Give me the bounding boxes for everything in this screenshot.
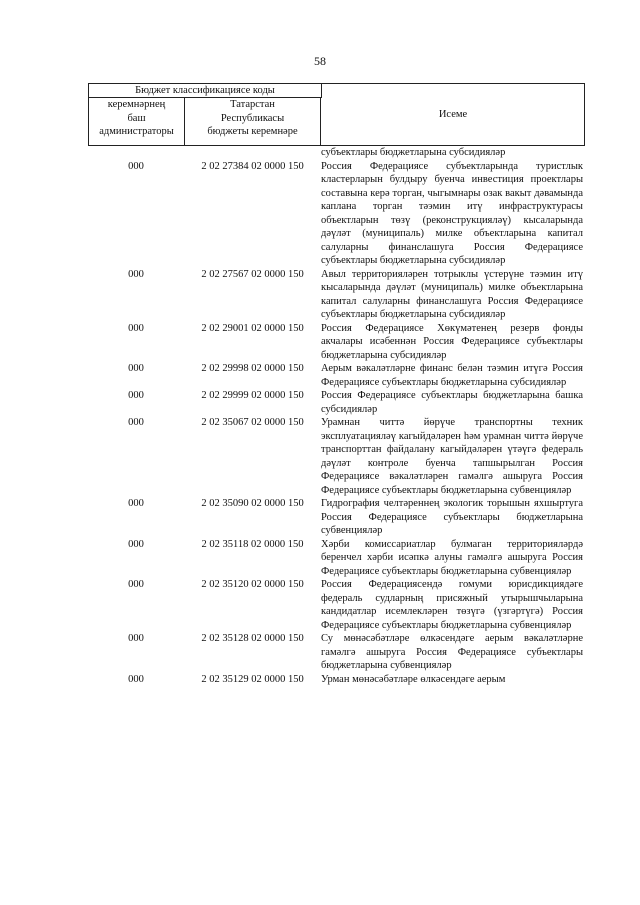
header-admin-line: баш <box>127 112 146 124</box>
cell-code: 2 02 35120 02 0000 150 <box>201 579 304 590</box>
header-code-line: Республикасы <box>220 112 285 124</box>
cell-code: 2 02 35090 02 0000 150 <box>201 498 304 509</box>
header-group-label: Бюджет классификациясе коды <box>89 84 322 98</box>
header-name: Исеме <box>438 108 468 120</box>
cell-admin: 000 <box>128 268 144 280</box>
table-header <box>88 83 585 146</box>
cell-admin: 000 <box>128 363 144 374</box>
cell-code <box>184 146 321 160</box>
cell-name: Хәрби комиссариатлар булмаган территорияләрдә беренчел хәрби исәпкә алуны гамәлгә ашыруга Россия Федерациясе субъектлары бюджетларына субвенцияләр <box>321 538 583 577</box>
cell-name: Урман мөнәсәбәтләре өлкәсендәге аерым <box>321 673 506 685</box>
cell-admin: 000 <box>128 579 144 590</box>
table-row <box>88 322 585 363</box>
cell-admin: 000 <box>128 390 144 401</box>
header-code-line: Татарстан <box>230 99 275 110</box>
header-admin <box>89 98 185 145</box>
budget-classification-table <box>88 83 585 686</box>
cell-name: Россия Федерациясе субъектларында туристлык кластерларын булдыру буенча инвестиция проектлары составына керә торган, чыгымнары озак вакыт дәвамында каплана торган тәэмин итү инфраструктурасы объектларын төзү (реконструкцияләү) кысаларында дәүләт (муниципаль) милке объектларына капитал салуларны финанслашуга Россия Федерациясе субъектлары бюджетларына субсидияләр <box>321 160 583 266</box>
header-admin-line: администраторы <box>99 126 174 137</box>
cell-admin <box>88 146 184 160</box>
cell-code: 2 02 27567 02 0000 150 <box>201 268 304 280</box>
table-row <box>88 268 585 322</box>
cell-name: Су мөнәсәбәтләре өлкәсендәге аерым вәкаләтләрне гамәлгә ашыруга Россия Федерациясе субъектлары бюджетларына субвенцияләр <box>321 633 583 671</box>
cell-name: субъектлары бюджетларына субсидияләр <box>321 147 506 158</box>
table-row <box>88 160 585 268</box>
cell-name: Россия Федерациясе субъектлары бюджетларына башка субсидияләр <box>321 390 583 415</box>
cell-code: 2 02 35129 02 0000 150 <box>201 673 304 685</box>
cell-name: Авыл территорияләрен тотрыклы үстерүне тәэмин итү кысаларында дәүләт (муниципаль) милке объектларына капитал салуларны финанслашуга Россия Федерациясе субъектлары бюджетларына субсидияләр <box>321 268 583 320</box>
cell-name: Россия Федерациясендә гомуми юрисдикциядәге федераль судларның присяжный утырышчыларына кандидатлар исемлекләрен төзүгә (үзгәртүгә) Россия Федерациясе субъектлары бюджетларына субвенцияләр <box>321 579 583 631</box>
table-row-continuation <box>88 146 585 160</box>
table-row <box>88 632 585 673</box>
cell-name: Россия Федерациясе Хөкүмәтенең резерв фонды акчалары исәбеннән Россия Федерациясе субъектлары бюджетларына субсидияләр <box>321 322 583 361</box>
cell-name: Гидрография челтәреннең экологик торышын яхшыртуга Россия Федерациясе субъектлары бюджетларына субвенцияләр <box>321 498 583 536</box>
cell-code: 2 02 29999 02 0000 150 <box>201 390 304 401</box>
table-row <box>88 578 585 632</box>
cell-admin: 000 <box>128 160 144 172</box>
table-row <box>88 538 585 579</box>
header-code <box>185 98 321 145</box>
cell-code: 2 02 27384 02 0000 150 <box>201 160 304 172</box>
cell-code: 2 02 35118 02 0000 150 <box>201 538 304 550</box>
table-row <box>88 389 585 416</box>
cell-admin: 000 <box>128 498 144 509</box>
cell-code: 2 02 29998 02 0000 150 <box>201 363 304 374</box>
cell-admin: 000 <box>128 417 144 428</box>
cell-code: 2 02 35067 02 0000 150 <box>201 417 304 428</box>
cell-name: Урамнан читтә йөрүче транспортны техник эксплуатацияләү кагыйдәләрен һәм урамнан читтә йөрүче транспорттан файдалану кагыйдәләрен үтәүгә федераль дәүләт контроле буенча тапшырылган Россия Федерациясе вәкаләтләрен гамәлгә ашыруга Россия Федерациясе субъектлары бюджетларына субвенцияләр <box>321 417 583 496</box>
cell-admin: 000 <box>128 673 144 685</box>
table-row <box>88 673 585 687</box>
header-admin-line: керемнәрнең <box>107 99 166 110</box>
page-number: 58 <box>314 54 326 68</box>
table-row <box>88 497 585 538</box>
cell-name: Аерым вәкаләтләрне финанс белән тәэмин итүгә Россия Федерациясе субъектлары бюджетларына субсидияләр <box>321 363 583 388</box>
cell-code: 2 02 35128 02 0000 150 <box>201 633 304 644</box>
table-row <box>88 416 585 497</box>
header-code-line: бюджеты керемнәре <box>207 126 298 137</box>
cell-admin: 000 <box>128 538 144 550</box>
cell-admin: 000 <box>128 322 144 334</box>
table-row <box>88 362 585 389</box>
cell-admin: 000 <box>128 633 144 644</box>
cell-code: 2 02 29001 02 0000 150 <box>201 322 304 334</box>
